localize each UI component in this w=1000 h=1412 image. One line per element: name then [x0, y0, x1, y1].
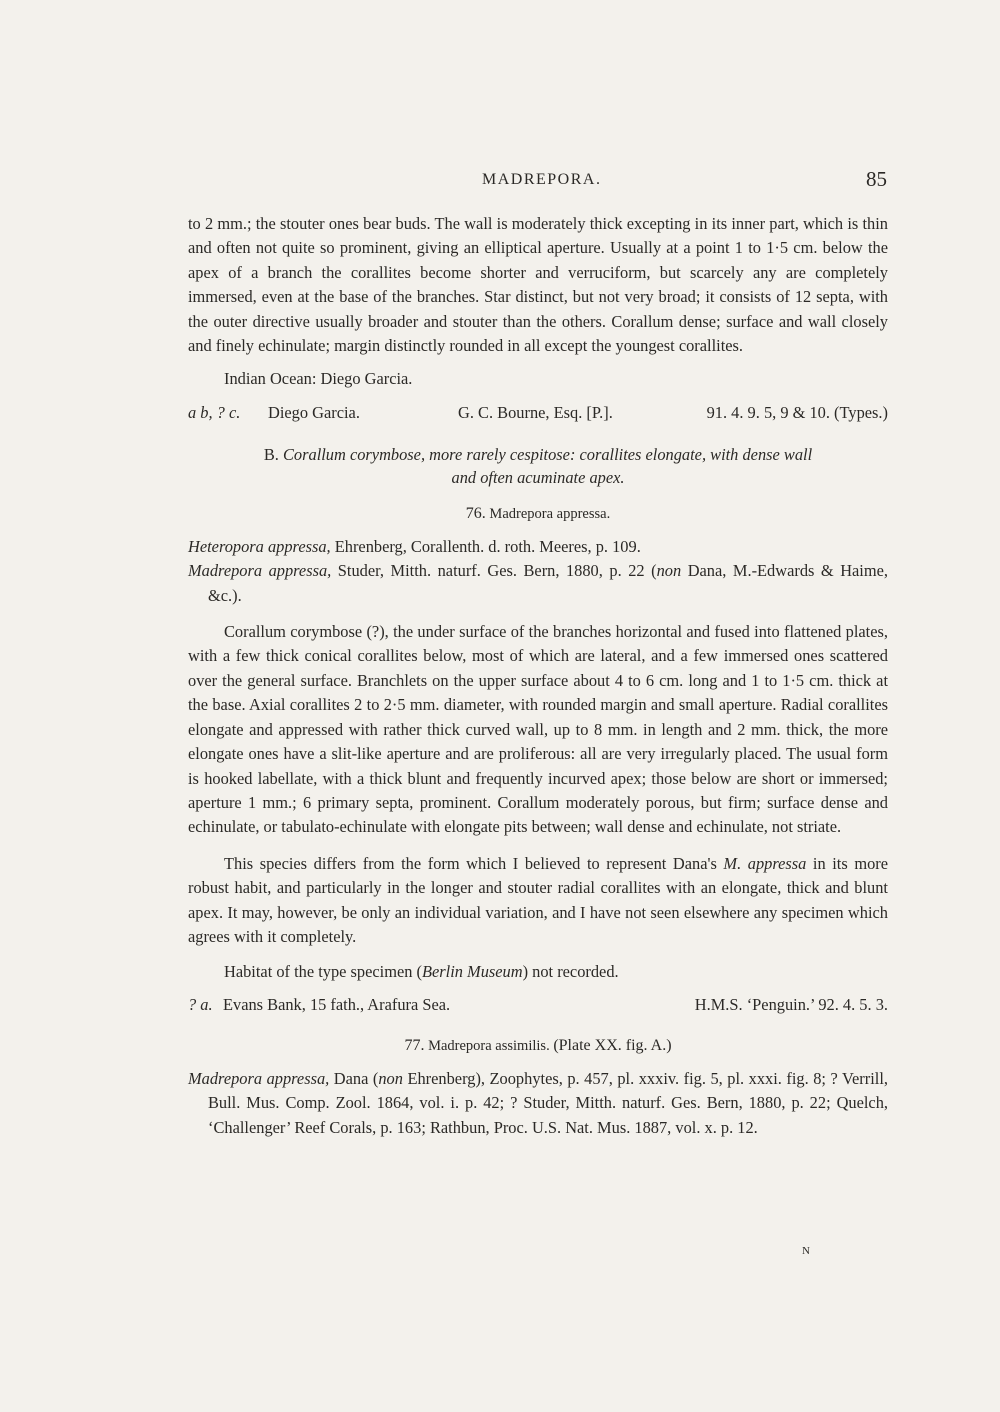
species-name: Madrepora assimilis.	[428, 1037, 550, 1054]
plate-reference: (Plate XX. fig. A.)	[553, 1036, 672, 1054]
species-heading-77	[188, 1035, 888, 1057]
section-heading-line-1: Corallum corymbose, more rarely cespitose: corallites elongate, with dense wall	[283, 444, 813, 464]
synonymy-77	[188, 1067, 888, 1140]
section-heading-b	[188, 443, 888, 489]
locality-line: Indian Ocean: Diego Garcia.	[224, 369, 413, 389]
signature-mark: N	[802, 1245, 810, 1257]
section-heading-line-2: and often acuminate apex.	[451, 467, 625, 487]
synonym-entry: Heteropora appressa, Ehrenberg, Corallenth. d. roth. Meeres, p. 109.	[188, 536, 641, 556]
specimen-register: 91. 4. 9. 5, 9 & 10. (Types.)	[706, 402, 888, 422]
synonym-entry: Madrepora appressa, Dana (non Ehrenberg), Zoophytes, p. 457, pl. xxxiv. fig. 5, pl. xxxi. fig. 8; ? Verrill, Bull. Mus. Comp. Zool. 1864, vol. i. p. 42; ? Studer, Mitth. naturf. Ges. Bern, 1880, p. 22; Quelch, ‘Challenger’ Reef Corals, p. 163; Rathbun, Proc. U.S. Nat. Mus. 1887, vol. x. p. 12.	[188, 1068, 888, 1137]
specimen-row-76	[188, 993, 888, 1017]
specimen-place: Evans Bank, 15 fath., Arafura Sea.	[223, 994, 451, 1014]
specimen-row-75	[188, 401, 888, 425]
page-body	[188, 212, 888, 1140]
species-number: 76.	[465, 504, 486, 522]
continuation-paragraph: to 2 mm.; the stouter ones bear buds. The wall is moderately thick excepting in its inner part, which is thin and often not quite so prominent, giving an elliptical aperture. Usually at a point 1 to 1·5 cm. below the apex of a branch the corallites become shorter and verruciform, but scarcely any are completely immersed, even at the base of the branches. Star distinct, but not very broad; it consists of 12 septa, with the outer directive usually broader and stouter than the others. Corallum dense; surface and wall closely and finely echinulate; margin distinctly rounded in all except the youngest corallites.	[188, 214, 888, 356]
page-number: 85	[866, 167, 887, 191]
synonym-entry: Madrepora appressa, Studer, Mitth. naturf. Ges. Bern, 1880, p. 22 (non Dana, M.-Edwards & Haime, &c.).	[188, 561, 888, 605]
species-heading-76	[188, 503, 888, 525]
synonymy-76	[188, 535, 888, 608]
specimen-label: ? a.	[188, 994, 213, 1014]
running-title: MADREPORA.	[482, 171, 602, 188]
section-letter: B.	[263, 444, 279, 464]
species-name: Madrepora appressa.	[489, 505, 611, 522]
specimen-place: Diego Garcia.	[268, 402, 360, 422]
habitat-line: Habitat of the type specimen (Berlin Museum) not recorded.	[224, 962, 619, 982]
species-number: 77.	[404, 1036, 425, 1054]
specimen-register: H.M.S. ‘Penguin.’ 92. 4. 5. 3.	[694, 994, 888, 1014]
specimen-label: a b, ? c.	[188, 402, 241, 422]
remark-paragraph: This species differs from the form which I believed to represent Dana's M. appressa in its more robust habit, and particularly in the longer and stouter radial corallites with an elongate, thick and blunt apex. It may, however, be only an individual variation, and I have not seen elsewhere any specimen which agrees with it completely.	[188, 853, 888, 946]
specimen-donor: G. C. Bourne, Esq. [P.].	[458, 402, 613, 422]
description-paragraph: Corallum corymbose (?), the under surface of the branches horizontal and fused into flattened plates, with a few thick conical corallites below, most of which are lateral, and a few immersed ones scattered over the general surface. Branchlets on the upper surface about 4 to 6 cm. long and 1 to 1·5 cm. thick at the base. Axial corallites 2 to 2·5 mm. diameter, with rounded margin and small aperture. Radial corallites elongate and appressed with rather thick curved wall, up to 8 mm. in length and 2 mm. thick, the more elongate ones have a slit-like aperture and are proliferous: all are very irregularly placed. The usual form is hooked labellate, with a thick blunt and frequently incurved apex; those below are short or immersed; aperture 1 mm.; 6 primary septa, prominent. Corallum moderately porous, but firm; surface dense and echinulate, or tabulato-echinulate with elongate pits between; wall dense and echinulate, not striate.	[188, 622, 888, 837]
